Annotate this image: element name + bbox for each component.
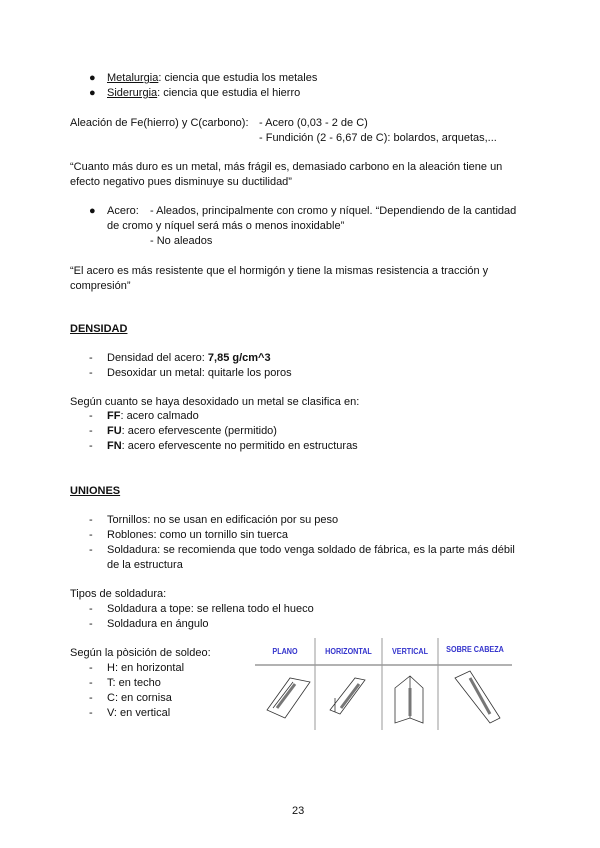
- code: FN: [107, 440, 122, 452]
- alloy-label: Aleación de Fe(hierro) y C(carbono):: [70, 117, 249, 129]
- term: Siderurgia: [107, 87, 158, 99]
- quote-line: compresión”: [70, 280, 131, 292]
- dash: -: [89, 410, 93, 422]
- dash: -: [89, 544, 93, 556]
- dash: -: [89, 367, 93, 379]
- acero-item: - No aleados: [150, 235, 213, 247]
- bullet: ●: [89, 87, 96, 99]
- list-item: Tornillos: no se usan en edificación por su peso: [107, 514, 339, 526]
- text: : acero calmado: [120, 410, 199, 422]
- list-item: [107, 351, 271, 365]
- caption-horizontal: HORIZONTAL: [325, 647, 372, 656]
- acero-item: - Aleados, principalmente con cromo y níquel. “Dependiendo de la cantidad: [150, 205, 517, 217]
- term: Metalurgia: [107, 72, 159, 84]
- dash: -: [89, 677, 93, 689]
- paragraph: Según la pòsición de soldeo:: [70, 647, 211, 659]
- list-item: [107, 439, 358, 453]
- alloy-item: - Fundición (2 - 6,67 de C): bolardos, arquetas,...: [259, 132, 497, 144]
- bullet: ●: [89, 72, 96, 84]
- section-heading: UNIONES: [70, 485, 121, 497]
- list-item: V: en vertical: [107, 707, 171, 719]
- list-item-cont: de la estructura: [107, 559, 183, 571]
- list-item: Soldadura en ángulo: [107, 618, 209, 630]
- page-number: 23: [292, 805, 305, 817]
- list-item: [107, 424, 277, 438]
- text: : acero efervescente no permitido en estructuras: [121, 440, 358, 452]
- welding-positions-figure: [255, 638, 512, 730]
- list-item: [107, 71, 317, 85]
- dash: -: [89, 425, 93, 437]
- list-item: Desoxidar un metal: quitarle los poros: [107, 367, 292, 379]
- list-item: Soldadura: se recomienda que todo venga soldado de fábrica, es la parte más débil: [107, 544, 515, 556]
- list-item: [107, 409, 199, 423]
- quote-line: efecto negativo pues disminuye su ductilidad”: [70, 176, 292, 188]
- list-item: [107, 86, 300, 100]
- dash: -: [89, 707, 93, 719]
- paragraph: Tipos de soldadura:: [70, 588, 167, 600]
- text: Densidad del acero:: [107, 352, 208, 364]
- quote-line: “El acero es más resistente que el hormigón y tiene la mismas resistencia a tracción y: [70, 265, 489, 277]
- list-item: T: en techo: [107, 677, 161, 689]
- paragraph: Según cuanto se haya desoxidado un metal se clasifica en:: [70, 396, 360, 408]
- code: FF: [107, 410, 121, 422]
- list-item: Soldadura a tope: se rellena todo el hueco: [107, 603, 314, 615]
- dash: -: [89, 603, 93, 615]
- list-item: C: en cornisa: [107, 692, 172, 704]
- dash: -: [89, 692, 93, 704]
- caption-vertical: VERTICAL: [392, 647, 428, 656]
- acero-label: Acero:: [107, 205, 139, 217]
- caption-plano: PLANO: [272, 647, 298, 656]
- quote-line: “Cuanto más duro es un metal, más frágil es, demasiado carbono en la aleación tiene un: [70, 161, 503, 173]
- text: : acero efervescente (permitido): [121, 425, 277, 437]
- definition: : ciencia que estudia los metales: [158, 72, 318, 84]
- density-value: 7,85 g/cm^3: [207, 352, 271, 364]
- list-item: Roblones: como un tornillo sin tuerca: [107, 529, 288, 541]
- dash: -: [89, 352, 93, 364]
- dash: -: [89, 440, 93, 452]
- dash: -: [89, 618, 93, 630]
- definition: : ciencia que estudia el hierro: [157, 87, 301, 99]
- section-heading: DENSIDAD: [70, 323, 128, 335]
- acero-item: de cromo y níquel será más o menos inoxidable”: [107, 220, 345, 232]
- bullet: ●: [89, 205, 96, 217]
- dash: -: [89, 529, 93, 541]
- dash: -: [89, 514, 93, 526]
- list-item: H: en horizontal: [107, 662, 185, 674]
- code: FU: [107, 425, 122, 437]
- alloy-item: - Acero (0,03 - 2 de C): [259, 117, 368, 129]
- dash: -: [89, 662, 93, 674]
- caption-sobre-cabeza: SOBRE CABEZA: [446, 645, 504, 654]
